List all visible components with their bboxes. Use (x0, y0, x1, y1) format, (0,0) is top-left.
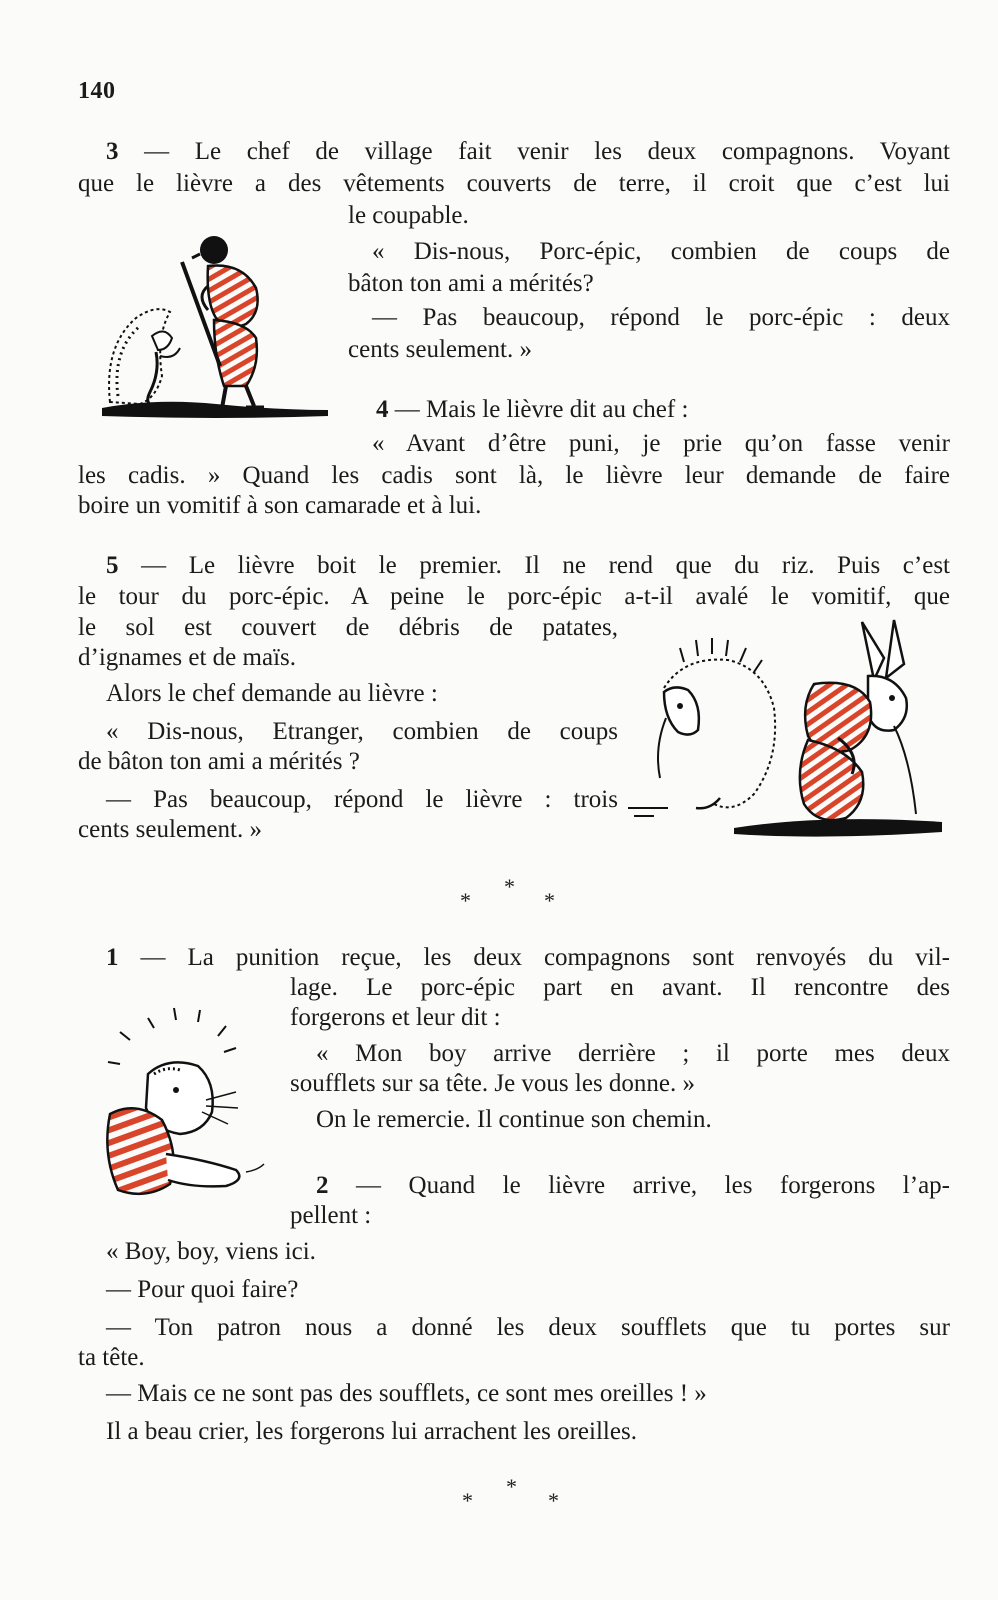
paragraph-line: « Dis-nous, Porc-épic, combien de coups de (372, 238, 950, 265)
asterism-separator: * * * (462, 1474, 559, 1513)
paragraph-line: le tour du porc-épic. A peine le porc-épic a-t-il avalé le vomitif, que (78, 583, 950, 610)
illustration-porcupine-and-hare (624, 618, 948, 850)
section-number: 2 (316, 1172, 329, 1199)
porcupine-figure (109, 309, 180, 406)
paragraph-line: « Dis-nous, Etranger, combien de coups (106, 718, 618, 745)
paragraph-line: lage. Le porc-épic part en avant. Il rencontre des (290, 974, 950, 1001)
paragraph-line (106, 550, 950, 582)
illustration-hare-crying (96, 1004, 268, 1204)
paragraph-line: de bâton ton ami a mérités ? (78, 748, 360, 775)
paragraph-line: — Pour quoi faire? (106, 1276, 299, 1303)
paragraph-line: « Mon boy arrive derrière ; il porte mes deux (316, 1040, 950, 1067)
paragraph-line: — Pas beaucoup, répond le porc-épic : deux (372, 304, 950, 331)
paragraph-text: — La punition reçue, les deux compagnons sont renvoyés du vil- (118, 944, 950, 971)
page-number: 140 (78, 78, 116, 104)
paragraph-line: le sol est couvert de débris de patates, (78, 614, 618, 641)
paragraph-line: — Ton patron nous a donné les deux soufflets que tu portes sur (106, 1314, 950, 1341)
paragraph-line: On le remercie. Il continue son chemin. (316, 1106, 712, 1133)
paragraph-line: boire un vomitif à son camarade et à lui. (78, 492, 482, 519)
paragraph-line: que le lièvre a des vêtements couverts de terre, il croit que c’est lui (78, 170, 950, 197)
paragraph-line: le coupable. (348, 202, 469, 229)
paragraph-line: Il a beau crier, les forgerons lui arrachent les oreilles. (106, 1418, 637, 1445)
paragraph-line: « Avant d’être puni, je prie qu’on fasse venir (372, 430, 950, 457)
paragraph-line: « Boy, boy, viens ici. (106, 1238, 316, 1265)
section-number: 3 (106, 138, 119, 165)
hare-figure (800, 620, 916, 820)
paragraph-line: Alors le chef demande au lièvre : (106, 680, 438, 707)
section-number: 5 (106, 552, 119, 579)
paragraph-text: — Mais le lièvre dit au chef : (388, 396, 689, 423)
paragraph-line: ta tête. (78, 1344, 145, 1371)
paragraph-line: les cadis. » Quand les cadis sont là, le lièvre leur demande de faire (78, 462, 950, 489)
paragraph-text: — Le lièvre boit le premier. Il ne rend que du riz. Puis c’est (118, 552, 950, 579)
paragraph-line: pellent : (290, 1202, 372, 1229)
paragraph-line: cents seulement. » (78, 816, 262, 843)
paragraph-line (106, 136, 950, 168)
paragraph-line: — Mais ce ne sont pas des soufflets, ce sont mes oreilles ! » (106, 1380, 707, 1407)
paragraph-line: forgerons et leur dit : (290, 1004, 501, 1031)
porcupine-figure (658, 638, 775, 808)
paragraph-text: — Le chef de village fait venir les deux compagnons. Voyant (118, 138, 950, 165)
paragraph-line (316, 1170, 950, 1202)
illustration-man-and-porcupine (96, 226, 332, 422)
section-number: 4 (376, 396, 389, 423)
section-number: 1 (106, 944, 119, 971)
paragraph-line: cents seulement. » (348, 336, 532, 363)
man-figure (182, 236, 264, 408)
paragraph-text: — Quand le lièvre arrive, les forgerons l’ap- (328, 1172, 950, 1199)
paragraph-line: bâton ton ami a mérités? (348, 270, 594, 297)
paragraph-line (106, 942, 950, 974)
paragraph-line: d’ignames et de maïs. (78, 644, 296, 671)
paragraph-line: — Pas beaucoup, répond le lièvre : trois (106, 786, 618, 813)
asterism-separator: * * * (460, 874, 555, 913)
paragraph-line: soufflets sur sa tête. Je vous les donne. » (290, 1070, 696, 1097)
paragraph-line (376, 394, 688, 426)
